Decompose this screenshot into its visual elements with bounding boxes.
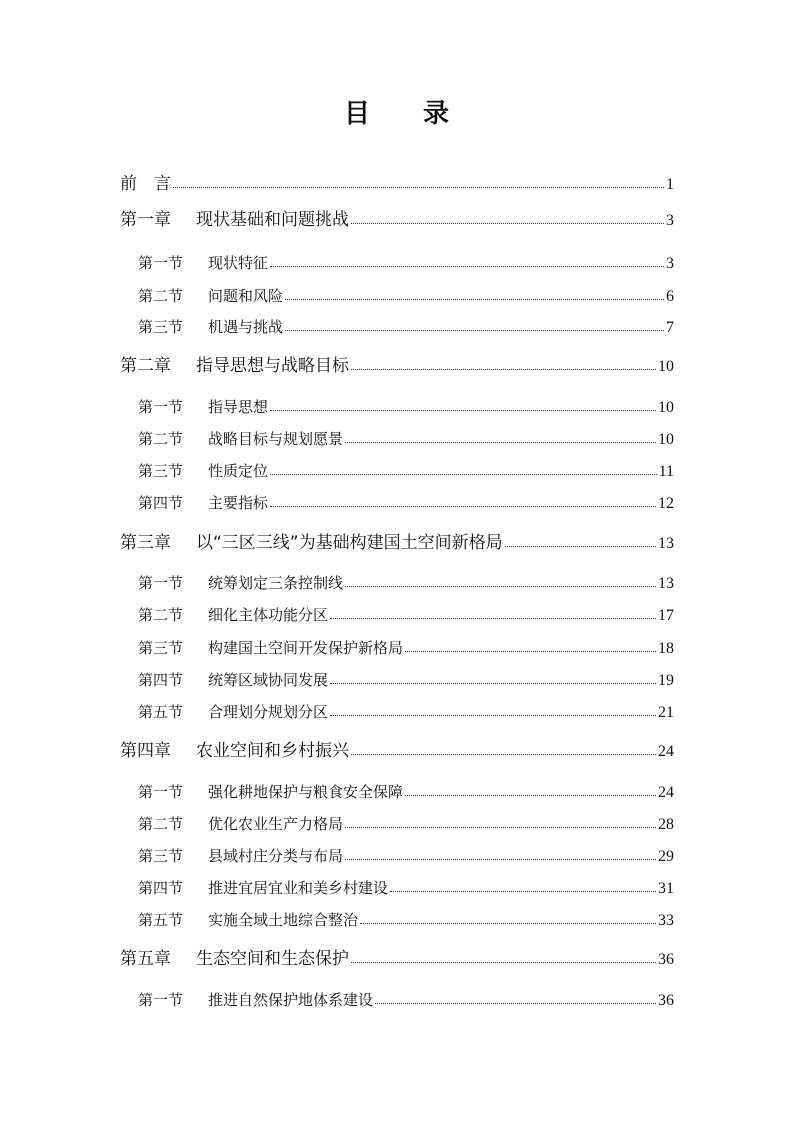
toc-entry-text: 农业空间和乡村振兴 — [196, 741, 349, 761]
dot-leader — [270, 474, 657, 475]
toc-page-number: 17 — [658, 607, 674, 624]
toc-entry-chapter[interactable] — [120, 350, 674, 376]
toc-entry-chapter[interactable] — [120, 527, 674, 553]
toc-entry-label: 第四章 — [120, 741, 171, 761]
toc-entry-label: 第五章 — [120, 949, 171, 969]
toc-page-number: 18 — [658, 640, 674, 657]
toc-entry-text: 实施全域土地综合整治 — [208, 911, 359, 929]
toc-page-number: 31 — [658, 880, 674, 897]
toc-page-number: 3 — [666, 212, 674, 229]
toc-entry-label: 第三章 — [120, 533, 171, 553]
toc-entry-text: 机遇与挑战 — [208, 318, 284, 336]
toc-entry-label: 第一节 — [138, 783, 184, 801]
toc-entry-section[interactable] — [120, 423, 674, 449]
toc-page-number: 10 — [658, 399, 674, 416]
toc-page-number: 29 — [658, 848, 674, 865]
toc-entry-label: 第四节 — [138, 671, 184, 689]
toc-entry-text: 以“三区三线”为基础构建国土空间新格局 — [196, 533, 503, 553]
toc-page-number: 3 — [666, 255, 674, 272]
dot-leader — [345, 827, 656, 828]
toc-entry-section[interactable] — [120, 247, 674, 273]
toc-entry-section[interactable] — [120, 487, 674, 513]
toc-page-number: 19 — [658, 672, 674, 689]
toc-entry-text: 强化耕地保护与粮食安全保障 — [208, 783, 404, 801]
dot-leader — [330, 618, 656, 619]
toc-entry-section[interactable] — [120, 391, 674, 417]
toc-entry-section[interactable] — [120, 776, 674, 802]
toc-page-number: 6 — [666, 288, 674, 305]
toc-entry-text: 性质定位 — [208, 462, 269, 480]
dot-leader — [345, 586, 656, 587]
toc-entry-label: 第一节 — [138, 254, 184, 272]
toc-entry-label: 第一节 — [138, 991, 184, 1009]
dot-leader — [375, 1003, 656, 1004]
toc-entry-text: 指导思想与战略目标 — [196, 356, 349, 376]
toc-entry-text: 构建国土空间开发保护新格局 — [208, 639, 404, 657]
toc-entry-section[interactable] — [120, 632, 674, 658]
toc-entry-text: 战略目标与规划愿景 — [208, 430, 344, 448]
toc-entry-chapter[interactable] — [120, 735, 674, 761]
toc-page-number: 10 — [658, 431, 674, 448]
toc-entry-text: 推进自然保护地体系建设 — [208, 991, 374, 1009]
toc-entry-label: 第二节 — [138, 606, 184, 624]
toc-entry-label: 第三节 — [138, 318, 184, 336]
toc-page-number: 36 — [658, 992, 674, 1009]
dot-leader — [330, 715, 656, 716]
toc-entry-text: 指导思想 — [208, 398, 269, 416]
toc-entry-text: 生态空间和生态保护 — [196, 949, 349, 969]
toc-entry-section[interactable] — [120, 904, 674, 930]
toc-page-number: 36 — [658, 951, 674, 968]
dot-leader — [270, 506, 656, 507]
dot-leader — [405, 795, 656, 796]
toc-entry-text: 现状特征 — [208, 254, 269, 272]
toc-page-number: 10 — [658, 358, 674, 375]
toc-entry-label: 第二节 — [138, 815, 184, 833]
toc-entry-text: 主要指标 — [208, 494, 269, 512]
dot-leader — [345, 859, 656, 860]
toc-entry-label: 第二节 — [138, 287, 184, 305]
toc-page-number: 21 — [658, 704, 674, 721]
dot-leader — [505, 546, 656, 547]
dot-leader — [330, 683, 656, 684]
toc-entry-label: 前 言 — [120, 174, 171, 194]
toc-entry-text: 问题和风险 — [208, 287, 284, 305]
dot-leader — [285, 330, 664, 331]
toc-entry-section[interactable] — [120, 840, 674, 866]
toc-entry-section[interactable] — [120, 872, 674, 898]
toc-page-number: 12 — [658, 495, 674, 512]
dot-leader — [351, 369, 656, 370]
toc-entry-label: 第四节 — [138, 879, 184, 897]
toc-entry-section[interactable] — [120, 567, 674, 593]
toc-entry-chapter[interactable] — [120, 943, 674, 969]
toc-page-number: 28 — [658, 816, 674, 833]
toc-page-number: 24 — [658, 743, 674, 760]
toc-entry-label: 第二章 — [120, 356, 171, 376]
dot-leader — [351, 754, 656, 755]
toc-entry-label: 第二节 — [138, 430, 184, 448]
toc-entry-label: 第三节 — [138, 462, 184, 480]
toc-page-number: 1 — [666, 176, 674, 193]
toc-entry-text: 统筹区域协同发展 — [208, 671, 329, 689]
toc-page-number: 13 — [658, 575, 674, 592]
toc-entry-section[interactable] — [120, 280, 674, 306]
toc-entry-section[interactable] — [120, 455, 674, 481]
dot-leader — [270, 410, 656, 411]
dot-leader — [173, 187, 664, 188]
toc-entry-text: 统筹划定三条控制线 — [208, 574, 344, 592]
toc-entry-section[interactable] — [120, 984, 674, 1010]
toc-page-number: 24 — [658, 784, 674, 801]
toc-page-number: 11 — [658, 463, 674, 480]
toc-page-number: 13 — [658, 535, 674, 552]
toc-entry-text: 县域村庄分类与布局 — [208, 847, 344, 865]
dot-leader — [270, 266, 664, 267]
dot-leader — [405, 651, 656, 652]
toc-page-number: 7 — [666, 319, 674, 336]
toc-entry-label: 第三节 — [138, 847, 184, 865]
toc-entry-text: 细化主体功能分区 — [208, 606, 329, 624]
toc-entry-section[interactable] — [120, 808, 674, 834]
page-title: 目 录 — [343, 99, 472, 129]
toc-entry-label: 第一节 — [138, 574, 184, 592]
toc-entry-text: 优化农业生产力格局 — [208, 815, 344, 833]
toc-entry-label: 第五节 — [138, 911, 184, 929]
dot-leader — [390, 891, 656, 892]
toc-entry-label: 第四节 — [138, 494, 184, 512]
toc-entry-section[interactable] — [120, 311, 674, 337]
toc-page-number: 33 — [658, 912, 674, 929]
toc-entry-label: 第三节 — [138, 639, 184, 657]
dot-leader — [351, 962, 656, 963]
toc-entry-chapter[interactable] — [120, 204, 674, 230]
toc-entry-label: 第一节 — [138, 398, 184, 416]
toc-entry-section[interactable] — [120, 664, 674, 690]
toc-entry-text: 推进宜居宜业和美乡村建设 — [208, 879, 389, 897]
toc-entry-label: 第五节 — [138, 703, 184, 721]
dot-leader — [345, 442, 656, 443]
toc-entry-text: 合理划分规划分区 — [208, 703, 329, 721]
dot-leader — [285, 299, 664, 300]
dot-leader — [351, 223, 664, 224]
dot-leader — [360, 923, 656, 924]
toc-entry-section[interactable] — [120, 599, 674, 625]
toc-entry-section[interactable] — [120, 696, 674, 722]
toc-entry-text: 现状基础和问题挑战 — [196, 210, 349, 230]
toc-entry-label: 第一章 — [120, 210, 171, 230]
toc-entry-preface[interactable] — [120, 168, 674, 194]
